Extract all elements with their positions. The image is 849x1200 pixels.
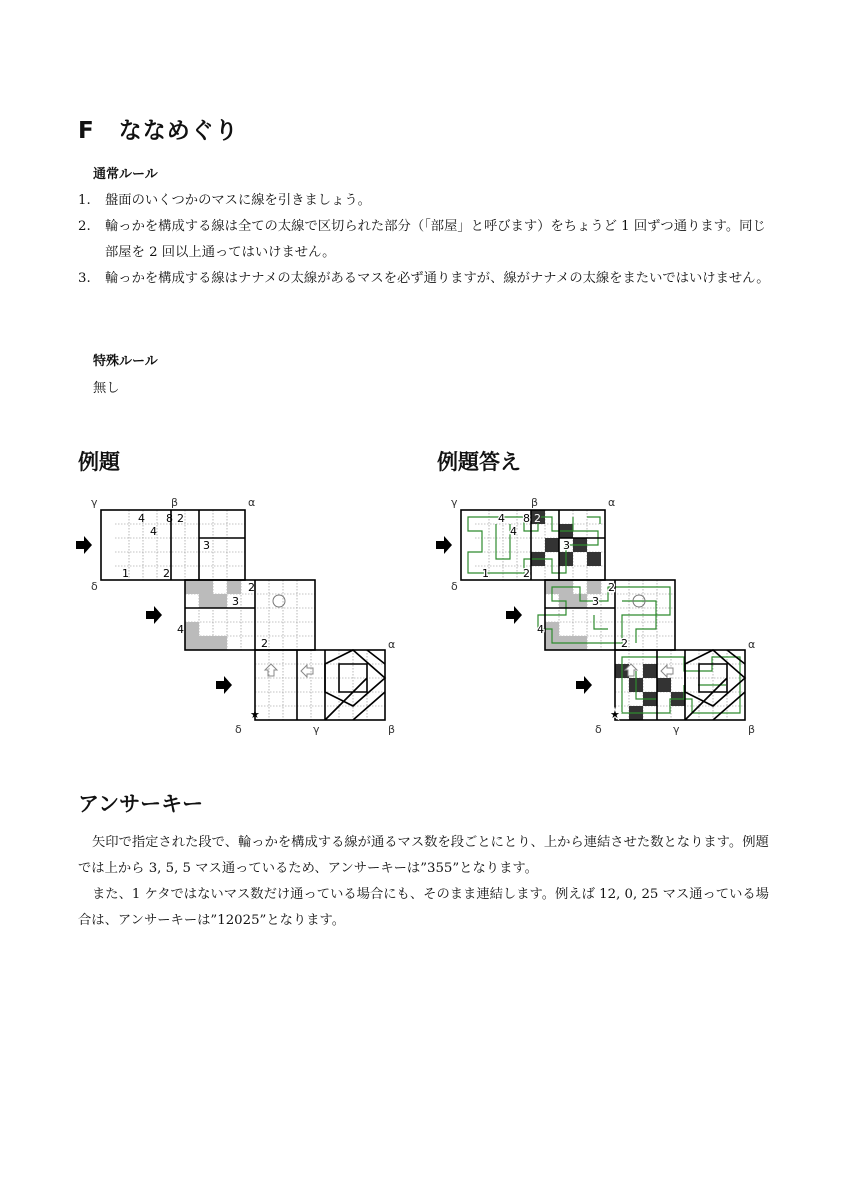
page-title: F ななめぐり bbox=[78, 118, 239, 144]
clue-number: 2 bbox=[621, 637, 628, 650]
clue-number: 1 bbox=[122, 567, 129, 580]
clue-number: 8 bbox=[523, 512, 530, 525]
row-arrow-icon bbox=[576, 676, 592, 694]
delta-label: δ bbox=[595, 723, 602, 736]
delta-label: δ bbox=[235, 723, 242, 736]
clue-number: 3 bbox=[203, 539, 210, 552]
special-rules-heading: 特殊ルール bbox=[93, 354, 158, 369]
beta-label: β bbox=[531, 496, 539, 509]
normal-rules-heading: 通常ルール bbox=[93, 167, 158, 182]
answer-key-paragraph: 矢印で指定された段で、輪っかを構成する線が通るマス数を段ごとにとり、上から連結させた数となります。例題では上から 3, 5, 5 マス通っているため、アンサーキーは”355”となります。 bbox=[78, 835, 769, 876]
clue-number: 2 bbox=[534, 512, 541, 525]
example-room-borders bbox=[101, 510, 385, 720]
rule-text: 盤面のいくつかのマスに線を引きましょう。 bbox=[105, 193, 371, 208]
normal-rules-list bbox=[78, 188, 778, 292]
delta-label: δ bbox=[91, 580, 98, 593]
clue-number: 2 bbox=[248, 581, 255, 594]
clue-number: 3 bbox=[563, 539, 570, 552]
clue-number: 4 bbox=[177, 623, 184, 636]
rule-text: 輪っかを構成する線は全ての太線で区切られた部分（「部屋」と呼びます）をちょうど 1 回ずつ通ります。同じ部屋を 2 回以上通ってはいけません。 bbox=[105, 219, 766, 260]
clue-number: 4 bbox=[498, 512, 505, 525]
answer-corner-labels bbox=[451, 496, 755, 736]
clue-number: 2 bbox=[523, 567, 530, 580]
row-arrow-icon bbox=[506, 606, 522, 624]
star-icon: ★ bbox=[250, 708, 260, 721]
beta-label: β bbox=[748, 723, 756, 736]
clue-number: 1 bbox=[482, 567, 489, 580]
answer-puzzle-diagram bbox=[430, 490, 770, 750]
gamma-label: γ bbox=[313, 723, 320, 736]
rule-item bbox=[78, 214, 778, 266]
beta-label: β bbox=[388, 723, 396, 736]
clue-number: 4 bbox=[138, 512, 145, 525]
alpha-label: α bbox=[608, 496, 616, 509]
special-rules-text: 無し bbox=[93, 381, 120, 396]
answer-key-heading: アンサーキー bbox=[78, 792, 204, 816]
example-heading: 例題 bbox=[78, 450, 120, 474]
rule-number: 3. bbox=[78, 271, 91, 286]
answer-key-paragraph: また、1 ケタではないマス数だけ通っている場合にも、そのまま連結します。例えば 12, 0, 25 マス通っている場合は、アンサーキーは”12025”となります。 bbox=[78, 887, 769, 928]
up-arrow-outline-icon bbox=[265, 664, 277, 676]
clue-number: 3 bbox=[592, 595, 599, 608]
clue-number: 4 bbox=[510, 525, 517, 538]
clue-number: 2 bbox=[163, 567, 170, 580]
example-shaded-cells bbox=[185, 580, 241, 650]
gamma-label: γ bbox=[451, 496, 458, 509]
answer-room-borders bbox=[461, 510, 745, 720]
alpha-label: α bbox=[748, 638, 756, 651]
rule-number: 1. bbox=[78, 193, 91, 208]
row-arrow-icon bbox=[216, 676, 232, 694]
star-icon: ★ bbox=[610, 708, 620, 721]
delta-label: δ bbox=[451, 580, 458, 593]
clue-number: 2 bbox=[608, 581, 615, 594]
alpha-label: α bbox=[388, 638, 396, 651]
example-puzzle-diagram bbox=[70, 490, 410, 750]
gamma-label: γ bbox=[91, 496, 98, 509]
rule-item bbox=[78, 188, 778, 214]
clue-number: 4 bbox=[537, 623, 544, 636]
rule-number: 2. bbox=[78, 219, 91, 234]
answer-heading: 例題答え bbox=[437, 450, 521, 474]
clue-number: 4 bbox=[150, 525, 157, 538]
beta-label: β bbox=[171, 496, 179, 509]
example-corner-labels bbox=[91, 496, 395, 736]
clue-number: 2 bbox=[177, 512, 184, 525]
alpha-label: α bbox=[248, 496, 256, 509]
gamma-label: γ bbox=[673, 723, 680, 736]
rule-text: 輪っかを構成する線はナナメの太線があるマスを必ず通りますが、線がナナメの太線をまたいではいけません。 bbox=[105, 271, 770, 286]
rule-item bbox=[78, 266, 778, 292]
row-arrow-icon bbox=[146, 606, 162, 624]
clue-number: 8 bbox=[166, 512, 173, 525]
clue-number: 2 bbox=[261, 637, 268, 650]
clue-number: 3 bbox=[232, 595, 239, 608]
row-arrow-icon bbox=[76, 536, 92, 554]
row-arrow-icon bbox=[436, 536, 452, 554]
